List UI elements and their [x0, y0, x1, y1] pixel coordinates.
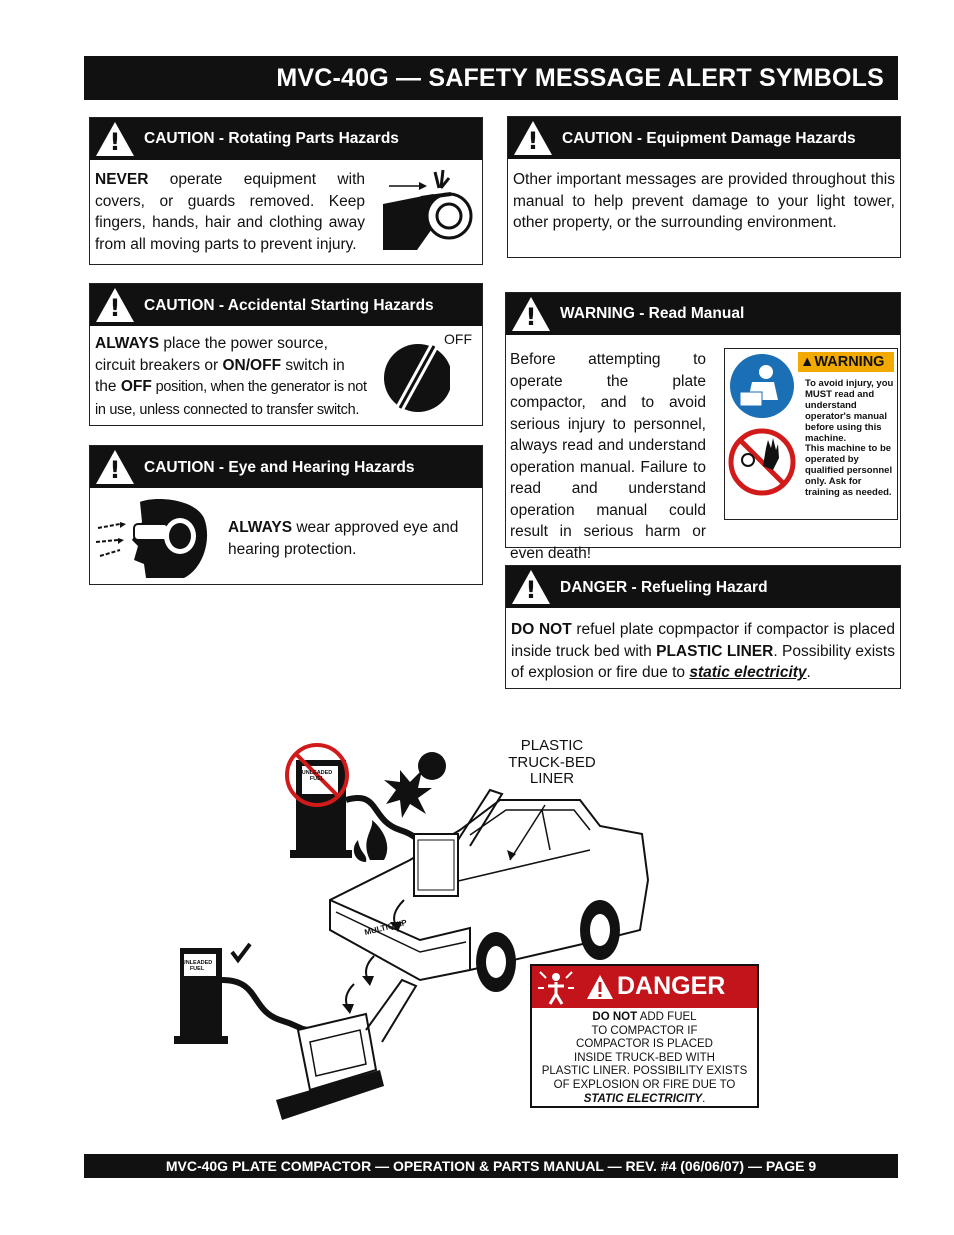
danger-triangle-icon: [586, 974, 614, 1000]
refueling-hazard-text: DO NOT refuel plate copmpactor if compactor is placed inside truck bed with PLASTIC LINER. Possibility exists of explosion or fire due to static electricity.: [511, 621, 895, 681]
equipment-damage-box: [507, 116, 901, 258]
page-footer: MVC-40G PLATE COMPACTOR — OPERATION & PARTS MANUAL — REV. #4 (06/06/07) — PAGE 9: [84, 1154, 898, 1178]
pump-label-top: UNLEADED FUEL: [301, 770, 333, 782]
danger-label-text: DO NOT ADD FUEL TO COMPACTOR IF COMPACTOR IS PLACED INSIDE TRUCK-BED WITH PLASTIC LINER. POSSIBILITY EXISTS OF EXPLOSION OR FIRE DUE TO STATIC ELECTRICITY.: [541, 1011, 748, 1105]
warning-triangle-icon: [96, 288, 134, 322]
pump-label-bottom: UNLEADED FUEL: [181, 960, 213, 972]
rotating-parts-text: NEVER operate equipment with covers, or guards removed. Keep fingers, hands, hair and clothing away from all moving parts to prevent injury.: [95, 171, 365, 253]
danger-word: DANGER: [617, 972, 726, 1000]
page-title: MVC-40G — SAFETY MESSAGE ALERT SYMBOLS: [84, 56, 898, 100]
plastic-liner-label: PLASTIC TRUCK-BED LINER: [508, 737, 596, 787]
rotating-parts-icon: [381, 164, 475, 254]
read-manual-box: [505, 292, 901, 562]
warning-label-text-2: This machine to be operated by qualified personnel only. Ask for training as needed.: [805, 443, 893, 498]
rotating-parts-title: CAUTION - Rotating Parts Hazards: [144, 130, 399, 147]
read-manual-title: WARNING - Read Manual: [560, 305, 745, 322]
starting-hazards-box: [89, 283, 483, 426]
refueling-hazard-box: [505, 565, 901, 689]
equipment-damage-text: Other important messages are provided throughout this manual to help prevent damage to your light tower, other property, or the surrounding environment.: [513, 171, 895, 231]
truck-brand-label: MULTIQUIP: [363, 917, 408, 938]
refueling-hazard-title: DANGER - Refueling Hazard: [560, 579, 768, 596]
starting-hazards-title: CAUTION - Accidental Starting Hazards: [144, 297, 434, 314]
warning-label-sticker: [724, 348, 898, 520]
starting-hazards-header: [90, 284, 482, 326]
power-switch-icon: [380, 334, 450, 420]
danger-label-header: [532, 966, 757, 1008]
eye-hearing-title: CAUTION - Eye and Hearing Hazards: [144, 459, 415, 476]
read-manual-header: [506, 293, 900, 335]
warning-triangle-icon: [96, 122, 134, 156]
warning-triangle-icon: [512, 297, 550, 331]
warning-label-header: [798, 352, 894, 372]
read-manual-pictogram-icon: [728, 352, 796, 502]
refueling-hazard-header: [506, 566, 900, 608]
eye-hearing-text: ALWAYS wear approved eye and hearing protection.: [228, 519, 459, 558]
warning-label-text-1: To avoid injury, you MUST read and understand operator's manual before using this machine.: [805, 378, 894, 444]
equipment-damage-title: CAUTION - Equipment Damage Hazards: [562, 130, 856, 147]
eye-hearing-box: [89, 445, 483, 585]
read-manual-text: Before attempting to operate the plate compactor, and to avoid serious injury to personnel, always read and understand operation manual. Failure to read and understand operation manual could result in serious harm or even death!: [510, 351, 706, 562]
equipment-damage-header: [508, 117, 900, 159]
starting-hazards-text: ALWAYS place the power source, circuit breakers or ON/OFF switch in the OFF position, when the generator is not in use, unless connected to transfer switch.: [95, 335, 367, 418]
eye-hearing-header: [90, 446, 482, 488]
switch-off-label: OFF: [444, 331, 472, 347]
danger-label-sticker: [530, 964, 759, 1108]
rotating-parts-box: [89, 117, 483, 265]
explosion-figure-icon: [536, 968, 576, 1006]
warning-triangle-icon: [514, 121, 552, 155]
warning-triangle-icon: [512, 570, 550, 604]
eye-hearing-protection-icon: [94, 498, 210, 580]
warning-triangle-icon: [96, 450, 134, 484]
rotating-parts-header: [90, 118, 482, 160]
warning-label-title: ▲WARNING: [800, 354, 885, 370]
